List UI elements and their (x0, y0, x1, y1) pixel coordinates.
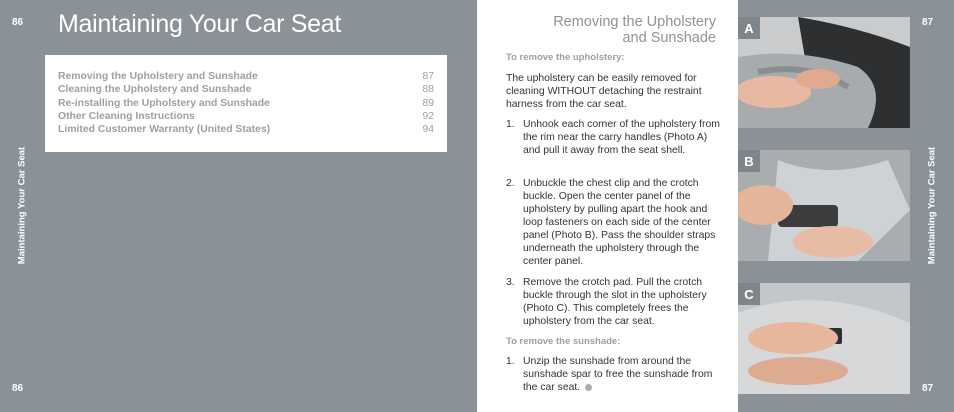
step-text: Remove the crotch pad. Pull the crotch buckle through the slot in the upholstery (Photo C). This completely frees the upholstery from the car seat. (523, 277, 707, 327)
toc-item[interactable] (58, 123, 434, 136)
toc-item[interactable] (58, 83, 434, 96)
sunshade-heading: To remove the sunshade: (506, 336, 621, 347)
page-number-right-top: 87 (922, 17, 934, 28)
step-text: Unhook each corner of the upholstery from the rim near the carry handles (Photo A) and pull it away from the seat shell. (523, 119, 720, 156)
photo-c (738, 283, 910, 394)
instruction-step (506, 276, 722, 328)
photo-label: C (738, 283, 760, 305)
step-text: Unbuckle the chest clip and the crotch buckle. Open the center panel of the upholstery by pulling apart the hook and loop fasteners on each side of the center panel (Photo B). Pass the shoulder straps underneath the upholstery through the center panel. (523, 178, 716, 267)
toc-item-page: 89 (422, 97, 434, 109)
toc-item-page: 87 (422, 71, 434, 82)
toc-item[interactable] (58, 110, 434, 123)
photo-a (738, 17, 910, 128)
instruction-step (506, 118, 722, 157)
photo-label: A (738, 17, 760, 39)
step-number: 2. (506, 178, 515, 189)
photo-b (738, 150, 910, 261)
photo-b-illustration (738, 150, 910, 261)
section-title (553, 14, 716, 46)
photo-c-illustration (738, 283, 910, 394)
page-number-right-bottom: 87 (922, 383, 934, 394)
toc-item-label: Cleaning the Upholstery and Sunshade (58, 84, 252, 96)
page-number-left-top: 86 (12, 17, 24, 28)
toc-item-page: 94 (422, 124, 434, 136)
photo-a-illustration (738, 17, 910, 128)
upholstery-heading: To remove the upholstery: (506, 52, 625, 63)
side-label-right: Maintaining Your Car Seat (926, 146, 938, 265)
step-text (523, 355, 722, 394)
toc-item-page: 88 (422, 84, 434, 96)
step-number: 1. (506, 119, 515, 130)
table-of-contents (45, 55, 447, 152)
step-text-body: Unzip the sunshade from around the sunshade spar to free the sunshade from the car seat. (523, 356, 713, 393)
step-number: 3. (506, 277, 515, 288)
step-number: 1. (506, 356, 515, 367)
page-title: Maintaining Your Car Seat (58, 10, 341, 38)
section-title-line: Removing the Upholstery (553, 14, 716, 30)
upholstery-intro: The upholstery can be easily removed for cleaning WITHOUT detaching the restraint harness from the car seat. (506, 73, 702, 110)
page-number-left-bottom: 86 (12, 383, 24, 394)
instruction-step (506, 355, 722, 394)
toc-item-label: Removing the Upholstery and Sunshade (58, 71, 258, 82)
toc-item-label: Limited Customer Warranty (United States) (58, 124, 271, 136)
toc-item-label: Other Cleaning Instructions (58, 110, 195, 122)
side-label-left: Maintaining Your Car Seat (16, 146, 28, 265)
toc-item[interactable] (58, 97, 434, 110)
instruction-step (506, 177, 722, 268)
end-of-section-dot-icon (585, 384, 592, 391)
toc-item-page: 92 (422, 110, 434, 122)
toc-item[interactable] (58, 70, 434, 83)
toc-item-label: Re-installing the Upholstery and Sunshade (58, 97, 270, 109)
section-title-line: and Sunshade (622, 30, 716, 46)
photo-label: B (738, 150, 760, 172)
